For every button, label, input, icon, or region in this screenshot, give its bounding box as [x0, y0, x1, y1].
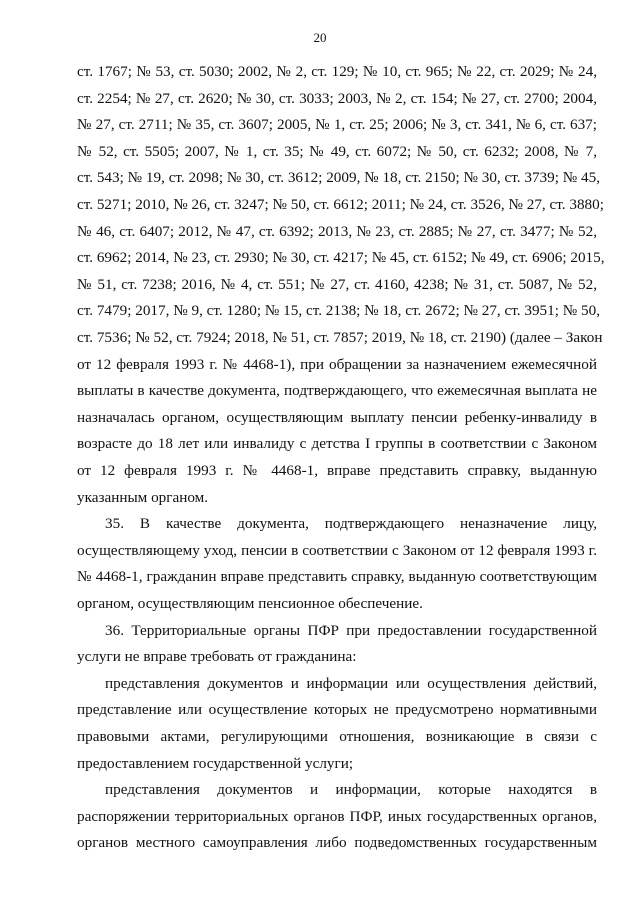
text-line: органов местного самоуправления либо подведомственных государственным	[77, 834, 597, 852]
text-line: ст. 2254; № 27, ст. 2620; № 30, ст. 3033; 2003, № 2, ст. 154; № 27, ст. 2700; 2004,	[77, 89, 597, 107]
text-line: ст. 543; № 19, ст. 2098; № 30, ст. 3612; 2009, № 18, ст. 2150; № 30, ст. 3739; № 45,	[77, 169, 601, 187]
text-line: № 27, ст. 2711; № 35, ст. 3607; 2005, № 1, ст. 25; 2006; № 3, ст. 341, № 6, ст. 637;	[77, 116, 597, 134]
text-line: ст. 5271; 2010, № 26, ст. 3247; № 50, ст. 6612; 2011; № 24, ст. 3526, № 27, ст. 3880;	[77, 196, 604, 213]
text-line: 36. Территориальные органы ПФР при предоставлении государственной	[105, 621, 597, 639]
text-line: указанным органом.	[77, 488, 209, 506]
text-line: представления документов и информации или осуществления действий,	[105, 674, 597, 692]
text-line: выплаты в качестве документа, подтверждающего, что ежемесячная выплата не	[77, 382, 597, 400]
text-line: органом, осуществляющим пенсионное обеспечение.	[77, 595, 423, 612]
text-line: ст. 7536; № 52, ст. 7924; 2018, № 51, ст. 7857; 2019, № 18, ст. 2190) (далее – Закон	[77, 329, 603, 346]
text-line: представление или осуществление которых не предусмотрено нормативными	[77, 701, 597, 719]
text-line: от 12 февраля 1993 г. № 4468-1, вправе представить справку, выданную	[77, 462, 597, 479]
text-line: ст. 7479; 2017, № 9, ст. 1280; № 15, ст. 2138; № 18, ст. 2672; № 27, ст. 3951; № 50,	[77, 302, 601, 320]
text-line: 35. В качестве документа, подтверждающего неназначение лицу,	[105, 515, 597, 533]
text-line: ст. 1767; № 53, ст. 5030; 2002, № 2, ст. 129; № 10, ст. 965; № 22, ст. 2029; № 24,	[77, 63, 597, 80]
text-line: распоряжении территориальных органов ПФР, иных государственных органов,	[77, 807, 597, 825]
text-line: № 52, ст. 5505; 2007, № 1, ст. 35; № 49, ст. 6072; № 50, ст. 6232; 2008, № 7,	[77, 142, 597, 160]
text-line: осуществляющему уход, пенсии в соответствии с Законом от 12 февраля 1993 г.	[77, 541, 597, 559]
text-line: ст. 6962; 2014, № 23, ст. 2930; № 30, ст. 4217; № 45, ст. 6152; № 49, ст. 6906; 2015,	[77, 249, 605, 267]
text-line: услуги не вправе требовать от гражданина:	[77, 648, 357, 666]
text-line: № 46, ст. 6407; 2012, № 47, ст. 6392; 2013, № 23, ст. 2885; № 27, ст. 3477; № 52,	[77, 222, 597, 240]
page-number: 20	[313, 30, 327, 45]
text-line: предоставлением государственной услуги;	[77, 754, 354, 772]
text-line: от 12 февраля 1993 г. № 4468-1), при обращении за назначением ежемесячной	[77, 355, 597, 373]
text-line: возрасте до 18 лет или инвалиду с детства I группы в соответствии с Законом	[77, 435, 597, 453]
text-line: назначалась органом, осуществляющим выплату пенсии ребенку-инвалиду в	[77, 408, 597, 426]
text-line: № 4468-1, гражданин вправе представить справку, выданную соответствующим	[77, 568, 597, 586]
text-line: правовыми актами, регулирующими отношения, возникающие в связи с	[77, 728, 597, 745]
text-line: представления документов и информации, которые находятся в	[105, 781, 597, 799]
text-line: № 51, ст. 7238; 2016, № 4, ст. 551; № 27, ст. 4160, 4238; № 31, ст. 5087, № 52,	[77, 275, 597, 293]
